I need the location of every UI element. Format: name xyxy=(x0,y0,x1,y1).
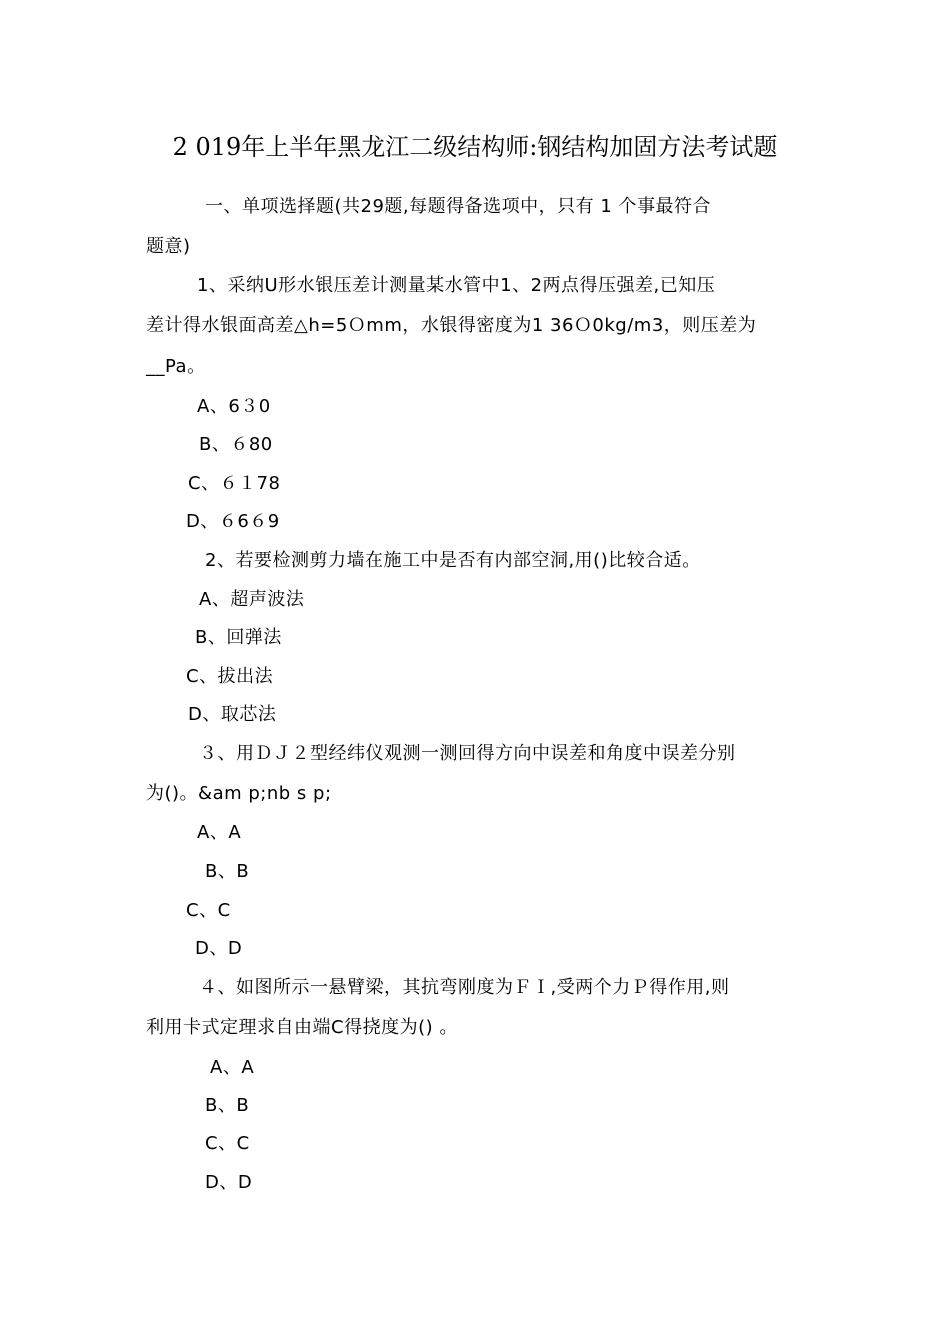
document-title: 2 019年上半年黑龙江二级结构师:钢结构加固方法考试题 xyxy=(172,133,778,161)
section-heading-continued: 题意) xyxy=(146,236,191,257)
question-2-text: 2、若要检测剪力墙在施工中是否有内部空洞,用()比较合适。 xyxy=(205,550,701,571)
question-4-option-a: A、A xyxy=(210,1057,255,1078)
question-1-option-b: B、６80 xyxy=(199,434,273,455)
question-4-option-d: D、D xyxy=(205,1172,253,1193)
question-1-option-a: A、6３0 xyxy=(197,396,271,417)
question-3-option-d: D、D xyxy=(195,938,243,959)
question-1-text: 1、采纳U形水银压差计测量某水管中1、2两点得压强差,已知压 xyxy=(197,275,716,296)
question-1-option-d: D、６6６9 xyxy=(186,511,280,532)
question-2-option-c: C、拔出法 xyxy=(186,666,274,687)
question-3-option-c: C、C xyxy=(186,900,231,921)
question-2-option-a: A、超声波法 xyxy=(199,589,305,610)
question-4-text: ４、如图所示一悬臂梁，其抗弯刚度为ＦＩ,受两个力Ｐ得作用,则 xyxy=(199,977,730,998)
question-3-option-b: B、B xyxy=(205,861,250,882)
question-1-text-line3: __Pa。 xyxy=(146,356,206,377)
question-3-text: ３、用ＤＪ２型经纬仪观测一测回得方向中误差和角度中误差分别 xyxy=(199,743,736,764)
question-2-option-d: D、取芯法 xyxy=(188,704,277,725)
question-4-option-b: B、B xyxy=(205,1095,250,1116)
section-heading: 一、单项选择题(共29题,每题得备选项中，只有 1 个事最符合 xyxy=(205,196,712,217)
question-4-text-line2: 利用卡式定理求自由端C得挠度为() 。 xyxy=(146,1017,458,1038)
question-1-text-line2: 差计得水银面高差△h=5Ｏmm，水银得密度为1 36Ｏ0kg/m3，则压差为 xyxy=(146,315,757,336)
question-3-option-a: A、A xyxy=(197,822,242,843)
question-1-option-c: C、６１78 xyxy=(188,473,281,494)
question-3-text-line2: 为()。&am p;nb s p; xyxy=(146,783,332,804)
question-2-option-b: B、回弹法 xyxy=(195,627,282,648)
question-4-option-c: C、C xyxy=(205,1133,250,1154)
